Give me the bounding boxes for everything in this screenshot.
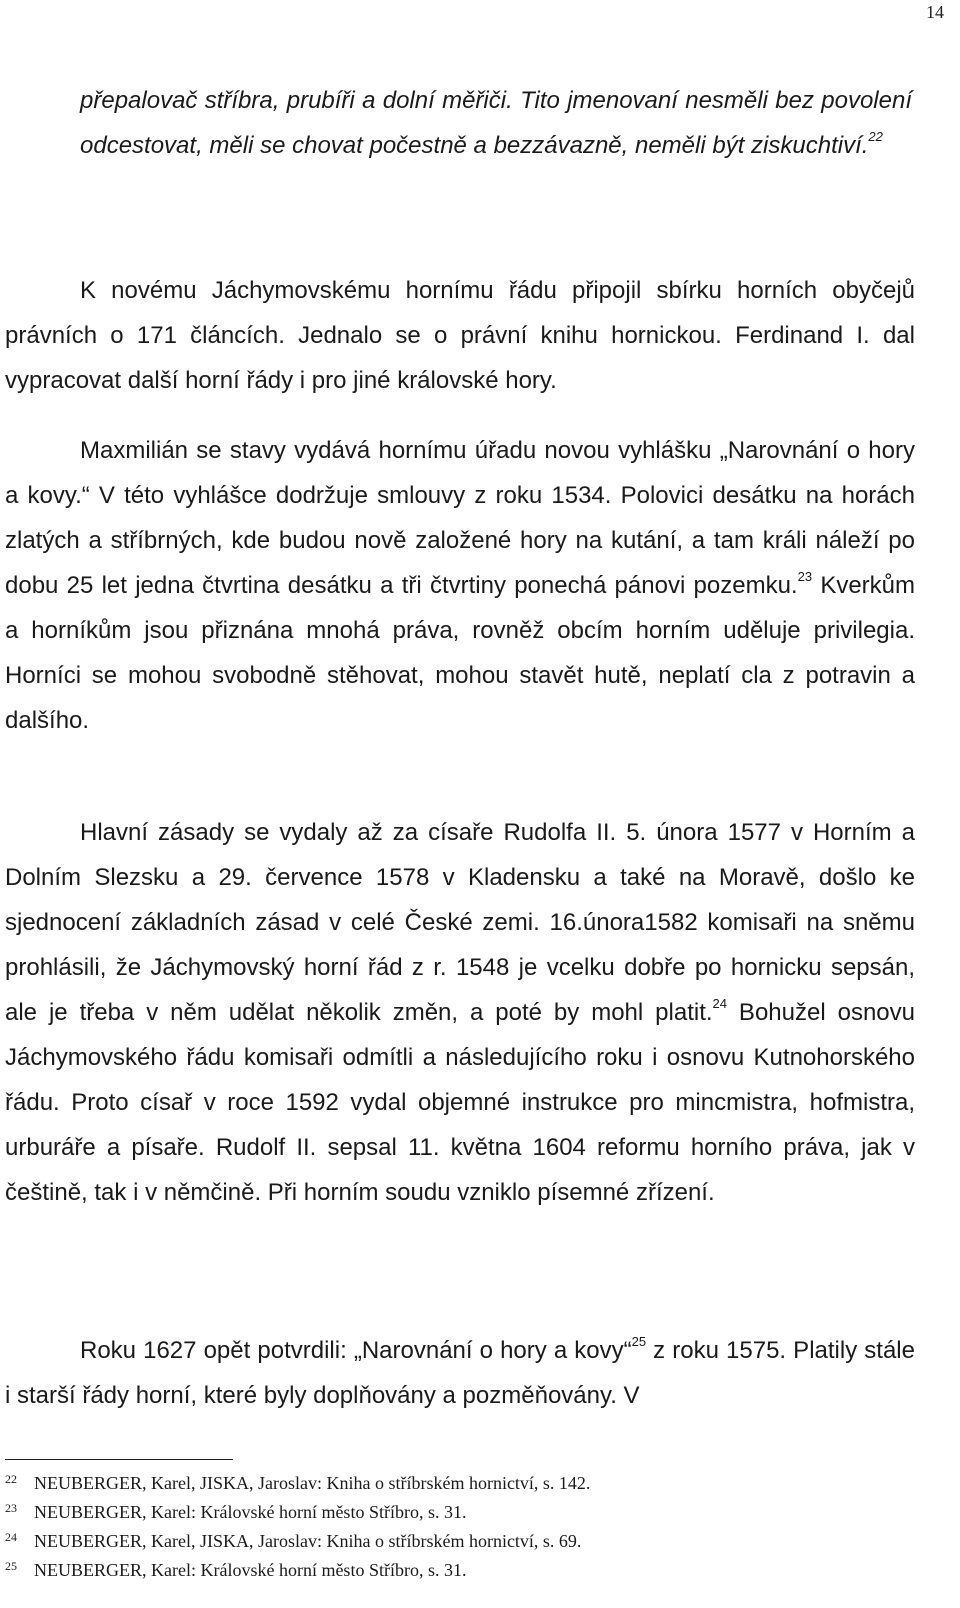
footnote-number: 25 <box>5 1559 17 1573</box>
paragraph-text: Maxmilián se stavy vydává hornímu úřadu novou vyhlášku „Narovnání o hory a kovy.“ V této vyhlášce dodržuje smlouvy z roku 1534. Polovici desátku na horách zlatých a stříbrných, kde budou nově založené hory na kutání, a tam králi náleží po dobu 25 let jedna čtvrtina desátku a tři čtvrtiny ponechá pánovi pozemku. <box>5 437 915 599</box>
paragraph-1627-confirmation <box>5 1328 915 1418</box>
footnote-text: NEUBERGER, Karel, JISKA, Jaroslav: Kniha o stříbrském hornictví, s. 69. <box>34 1531 582 1551</box>
footnote-reference: 24 <box>712 996 727 1011</box>
footnote-number: 24 <box>5 1530 17 1544</box>
footnote-reference: 22 <box>868 129 883 144</box>
paragraph-guild-officials <box>80 78 912 168</box>
paragraph-text: Hlavní zásady se vydaly až za císaře Rudolfa II. 5. února 1577 v Horním a Dolním Slezsku a 29. července 1578 v Kladensku a také na Moravě, došlo ke sjednocení základních zásad v celé České zemi. 16.února1582 komisaři na sněmu prohlásili, že Jáchymovský horní řád z r. 1548 je vcelku dobře po hornicku sepsán, ale je třeba v něm udělat několik změn, a poté by mohl platit. <box>5 819 915 1026</box>
paragraph-mining-code <box>5 268 915 403</box>
footnote-text: NEUBERGER, Karel: Královské horní město Stříbro, s. 31. <box>34 1560 467 1580</box>
footnote-separator <box>5 1459 233 1460</box>
footnote-text: NEUBERGER, Karel: Královské horní město Stříbro, s. 31. <box>34 1502 467 1522</box>
paragraph-rudolf-principles <box>5 810 915 1215</box>
paragraph-text: Kverkům a horníkům jsou přiznána mnohá práva, rovněž obcím horním uděluje privilegia. Horníci se mohou svobodně stěhovat, mohou stavět hutě, neplatí cla z potravin a dalšího. <box>5 572 916 734</box>
paragraph-text: K novému Jáchymovskému hornímu řádu připojil sbírku horních obyčejů právních o 171 článcích. Jednalo se o právní knihu hornickou. Ferdinand I. dal vypracovat další horní řády i pro jiné královské hory. <box>5 277 915 394</box>
footnote-number: 23 <box>5 1501 17 1515</box>
paragraph-text: Roku 1627 opět potvrdili: „Narovnání o hory a kovy“ <box>80 1337 632 1364</box>
paragraph-text: přepalovač stříbra, prubíři a dolní měřiči. Tito jmenovaní nesměli bez povolení odcestovat, měli se chovat počestně a bezzávazně, neměli být ziskuchtiví. <box>80 87 912 159</box>
paragraph-text: Bohužel osnovu Jáchymovského řádu komisaři odmítli a následujícího roku i osnovu Kutnohorského řádu. Proto císař v roce 1592 vydal objemné instrukce pro mincmistra, hofmistra, urburáře a písaře. Rudolf II. sepsal 11. května 1604 reformu horního práva, jak v češtině, tak i v němčině. Při horním soudu vzniklo písemné zřízení. <box>5 999 915 1206</box>
footnote-text: NEUBERGER, Karel, JISKA, Jaroslav: Kniha o stříbrském hornictví, s. 142. <box>34 1473 591 1493</box>
footnote-item <box>5 1496 925 1525</box>
footnote-item <box>5 1467 925 1496</box>
footnotes <box>5 1467 925 1583</box>
footnote-number: 22 <box>5 1472 17 1486</box>
footnote-item <box>5 1554 925 1583</box>
footnote-item <box>5 1525 925 1554</box>
paragraph-maxmilian-decree <box>5 428 915 743</box>
footnote-reference: 23 <box>797 569 813 584</box>
page-number: 14 <box>926 2 944 22</box>
footnote-reference: 25 <box>631 1334 647 1349</box>
paragraph-text: z roku 1575. Platily stále i starší řády horní, které byly doplňovány a pozměňovány. V <box>5 1337 915 1409</box>
